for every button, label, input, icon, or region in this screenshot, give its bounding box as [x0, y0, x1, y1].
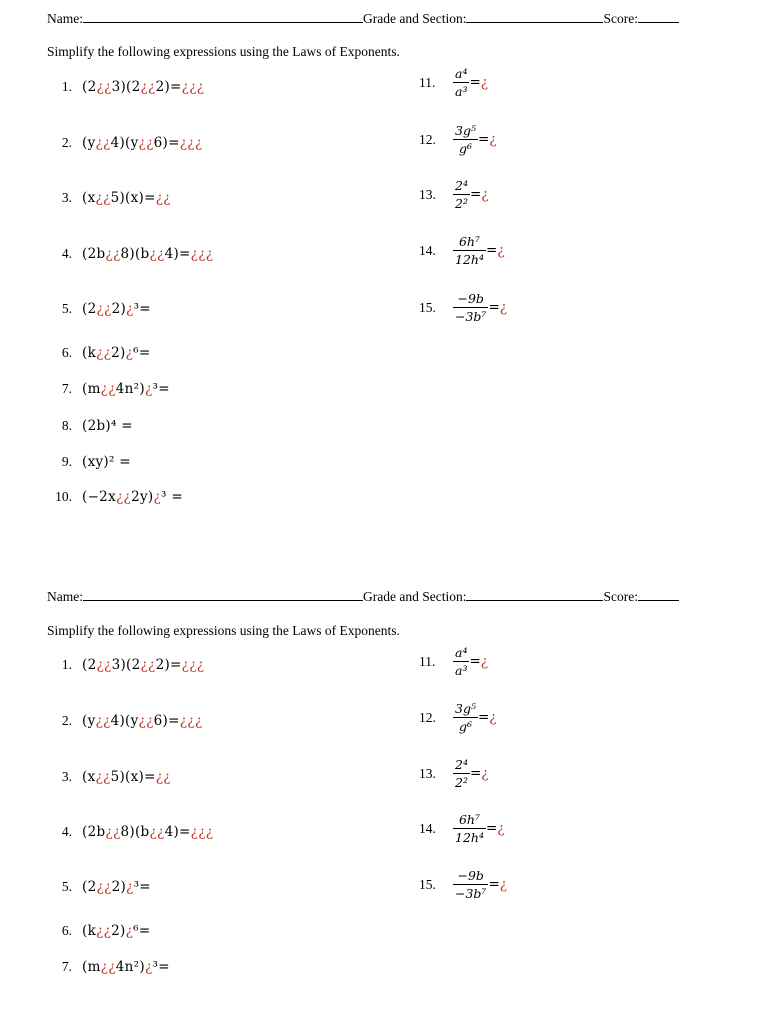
- fraction-denominator: 2²: [455, 196, 468, 211]
- problem-item: [419, 234, 505, 267]
- problem-item: [419, 291, 507, 324]
- problem-item: [419, 812, 505, 845]
- problem-number: 15.: [419, 299, 436, 315]
- fraction-numerator: 6h⁷: [453, 812, 486, 829]
- problem-expression: (m¿¿4n²)¿³=: [82, 381, 170, 397]
- problem-number: 2.: [61, 713, 72, 728]
- problem-expression: (k¿¿2)¿⁶=: [82, 345, 151, 361]
- score-label: Score:: [603, 589, 638, 604]
- problem-expression: (xy)² =: [82, 454, 131, 470]
- problem-item: [40, 301, 151, 318]
- problem-expression: (2b¿¿8)(b¿¿4)=¿¿¿: [82, 824, 214, 840]
- problem-number: 13.: [419, 765, 436, 781]
- problem-expression: (m¿¿4n²)¿³=: [82, 959, 170, 975]
- problem-item: [419, 123, 497, 156]
- problem-number: 3.: [61, 769, 72, 784]
- problem-item: [40, 345, 151, 362]
- fraction-expression: [453, 291, 488, 324]
- problem-number: 2.: [61, 135, 72, 150]
- grade-blank: [466, 9, 603, 23]
- problem-expression: (k¿¿2)¿⁶=: [82, 923, 151, 939]
- problem-number: 7.: [61, 959, 72, 974]
- problem-expression: (2b¿¿8)(b¿¿4)=¿¿¿: [82, 246, 214, 262]
- problem-number: 12.: [419, 131, 436, 147]
- problem-item: [419, 178, 489, 211]
- problem-item: [40, 489, 183, 506]
- instructions: Simplify the following expressions using the Laws of Exponents.: [47, 623, 400, 638]
- problem-item: [419, 701, 497, 734]
- score-label: Score:: [603, 11, 638, 26]
- problem-number: 9.: [61, 454, 72, 469]
- equals-placeholder: =¿: [485, 820, 505, 837]
- problem-expression: (2¿¿2)¿³=: [82, 879, 151, 895]
- fraction-denominator: −3b⁷: [455, 309, 487, 324]
- problem-expression: (−2x¿¿2y)¿³ =: [82, 489, 183, 505]
- fraction-expression: [453, 66, 469, 99]
- equals-placeholder: =¿: [488, 876, 508, 893]
- fraction-numerator: 2⁴: [455, 757, 468, 772]
- fraction-denominator: 12h⁴: [455, 252, 484, 267]
- problem-expression: (2¿¿3)(2¿¿2)=¿¿¿: [82, 657, 205, 673]
- fraction-denominator: a³: [455, 663, 468, 678]
- grade-label: Grade and Section:: [363, 11, 467, 26]
- instructions: Simplify the following expressions using the Laws of Exponents.: [47, 44, 400, 59]
- fraction-expression: [453, 812, 486, 845]
- name-label: Name:: [47, 11, 83, 26]
- problem-item: [419, 868, 507, 901]
- fraction-denominator: a³: [455, 84, 468, 99]
- problem-item: [419, 66, 488, 99]
- fraction-expression: [453, 701, 478, 734]
- name-blank: [83, 9, 363, 23]
- equals-placeholder: =¿: [469, 74, 489, 91]
- grade-label: Grade and Section:: [363, 589, 467, 604]
- problem-number: 4.: [61, 246, 72, 261]
- problem-expression: (x¿¿5)(x)=¿¿: [82, 769, 171, 785]
- problem-item: [40, 79, 204, 96]
- fraction-numerator: 3g⁵: [455, 123, 476, 138]
- problem-item: [419, 757, 489, 790]
- problem-item: [40, 135, 202, 152]
- score-blank: [638, 587, 679, 601]
- equals-placeholder: =¿: [485, 242, 505, 259]
- problem-number: 8.: [61, 418, 72, 433]
- problem-item: [419, 645, 488, 678]
- problem-number: 5.: [61, 879, 72, 894]
- problem-expression: (x¿¿5)(x)=¿¿: [82, 190, 171, 206]
- fraction-numerator: −9b: [453, 291, 488, 308]
- equals-placeholder: =¿: [469, 765, 489, 782]
- fraction-numerator: 6h⁷: [453, 234, 486, 251]
- fraction-numerator: a⁴: [455, 645, 468, 660]
- problem-number: 11.: [419, 74, 436, 90]
- score-blank: [638, 9, 679, 23]
- problem-number: 6.: [61, 923, 72, 938]
- problem-expression: (y¿¿4)(y¿¿6)=¿¿¿: [82, 713, 203, 729]
- problem-number: 7.: [61, 381, 72, 396]
- problem-number: 3.: [61, 190, 72, 205]
- fraction-denominator: 2²: [455, 775, 468, 790]
- problem-number: 5.: [61, 301, 72, 316]
- problem-number: 13.: [419, 186, 436, 202]
- problem-item: [40, 879, 151, 896]
- fraction-denominator: −3b⁷: [455, 886, 487, 901]
- equals-placeholder: =¿: [488, 299, 508, 316]
- equals-placeholder: =¿: [477, 131, 497, 148]
- problem-number: 4.: [61, 824, 72, 839]
- fraction-expression: [453, 757, 470, 790]
- problem-number: 15.: [419, 876, 436, 892]
- problem-item: [40, 959, 170, 976]
- fraction-denominator: g⁶: [458, 141, 472, 156]
- fraction-numerator: 2⁴: [455, 178, 468, 193]
- name-blank: [83, 587, 363, 601]
- problem-number: 10.: [55, 489, 72, 504]
- problem-expression: (y¿¿4)(y¿¿6)=¿¿¿: [82, 135, 203, 151]
- fraction-denominator: g⁶: [458, 719, 472, 734]
- fraction-expression: [453, 868, 488, 901]
- fraction-numerator: a⁴: [455, 66, 468, 81]
- equals-placeholder: =¿: [469, 653, 489, 670]
- problem-expression: (2b)⁴ =: [82, 418, 133, 434]
- fraction-numerator: −9b: [453, 868, 488, 885]
- problem-item: [40, 246, 213, 263]
- problem-number: 12.: [419, 709, 436, 725]
- problem-item: [40, 713, 202, 730]
- problem-number: 14.: [419, 242, 436, 258]
- problem-number: 14.: [419, 820, 436, 836]
- grade-blank: [466, 587, 603, 601]
- fraction-numerator: 3g⁵: [455, 701, 476, 716]
- problem-number: 1.: [61, 79, 72, 94]
- equals-placeholder: =¿: [469, 186, 489, 203]
- problem-expression: (2¿¿2)¿³=: [82, 301, 151, 317]
- header-row: [47, 9, 717, 27]
- problem-number: 1.: [61, 657, 72, 672]
- equals-placeholder: =¿: [477, 709, 497, 726]
- fraction-expression: [453, 123, 478, 156]
- problem-item: [40, 190, 171, 207]
- header-row: [47, 587, 717, 605]
- problem-item: [40, 824, 213, 841]
- problem-item: [40, 923, 151, 940]
- problem-number: 11.: [419, 653, 436, 669]
- problem-item: [40, 418, 133, 435]
- problem-item: [40, 381, 170, 398]
- problem-item: [40, 657, 204, 674]
- problem-item: [40, 454, 131, 471]
- name-label: Name:: [47, 589, 83, 604]
- problem-number: 6.: [61, 345, 72, 360]
- problem-expression: (2¿¿3)(2¿¿2)=¿¿¿: [82, 79, 205, 95]
- fraction-denominator: 12h⁴: [455, 830, 484, 845]
- fraction-expression: [453, 645, 469, 678]
- fraction-expression: [453, 178, 470, 211]
- fraction-expression: [453, 234, 486, 267]
- problem-item: [40, 769, 171, 786]
